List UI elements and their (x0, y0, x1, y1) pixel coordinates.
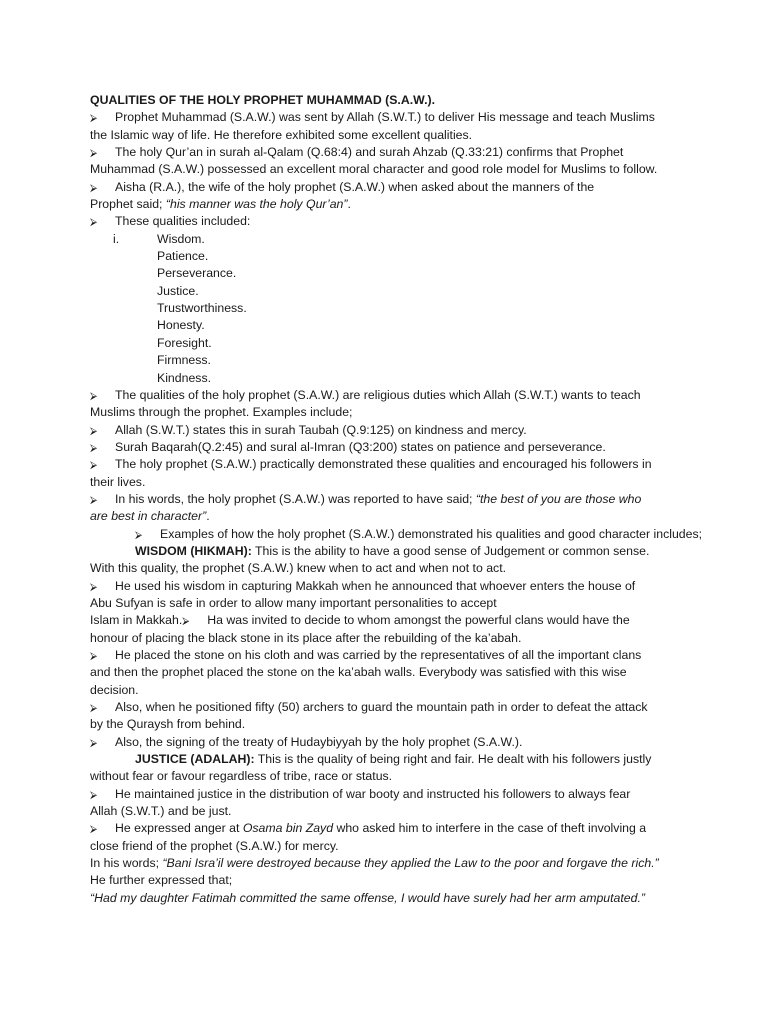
arrow-bullet-icon: ⮚ (90, 789, 98, 801)
paragraph-line: Abu Sufyan is safe in order to allow many important personalities to accept (90, 595, 497, 610)
arrow-bullet-icon: ⮚ (90, 737, 98, 749)
arrow-bullet-icon: ⮚ (90, 442, 98, 454)
paragraph-line: Prophet said; “his manner was the holy Qur’an”. (90, 197, 351, 212)
paragraph-line: by the Quraysh from behind. (90, 717, 246, 732)
arrow-bullet-icon: ⮚ (90, 217, 98, 229)
list-item: Justice. (157, 283, 199, 298)
arrow-bullet-icon: ⮚ (90, 703, 98, 715)
paragraph-line: With this quality, the prophet (S.A.W.) knew when to act and when not to act. (90, 561, 507, 576)
paragraph-line: ⮚ Also, the signing of the treaty of Hudaybiyyah by the holy prophet (S.A.W.). (90, 734, 690, 751)
arrow-bullet-icon: ⮚ (90, 148, 98, 160)
arrow-bullet-icon: ⮚ (90, 824, 98, 836)
list-item: Foresight. (157, 335, 212, 350)
quote: “Bani Isra’il were destroyed because they applied the Law to the poor and forgave the rich.” (162, 856, 659, 871)
list-item: Trustworthiness. (157, 301, 247, 316)
paragraph-line (90, 890, 690, 907)
paragraph-line: ⮚ The holy prophet (S.A.W.) practically demonstrated these qualities and encouraged his followers in (90, 456, 690, 473)
paragraph-line: honour of placing the black stone in its place after the rebuilding of the ka’abah. (90, 630, 522, 645)
paragraph-line: and then the prophet placed the stone on the ka’abah walls. Everybody was satisfied with this wise (90, 665, 627, 680)
arrow-bullet-icon: ⮚ (90, 581, 98, 593)
document-title: QUALITIES OF THE HOLY PROPHET MUHAMMAD (S.A.W.). (90, 93, 436, 107)
paragraph-line: ⮚ The qualities of the holy prophet (S.A.W.) are religious duties which Allah (S.W.T.) wants to teach (90, 387, 690, 404)
paragraph-line: ⮚ Surah Baqarah(Q.2:45) and sural al-Imran (Q3:200) states on patience and perseverance. (90, 439, 690, 456)
paragraph-line: decision. (90, 682, 139, 697)
arrow-bullet-icon: ⮚ (90, 460, 98, 472)
arrow-bullet-icon: ⮚ (90, 113, 98, 125)
paragraph-line: ⮚ The holy Qur’an in surah al-Qalam (Q.68:4) and surah Ahzab (Q.33:21) confirms that Prophet (90, 144, 690, 161)
list-item: Perseverance. (157, 266, 237, 281)
arrow-bullet-icon: ⮚ (90, 494, 98, 506)
paragraph-line: are best in character”. (90, 509, 210, 524)
paragraph-line: In his words; “Bani Isra’il were destroyed because they applied the Law to the poor and forgave the rich.” (90, 856, 659, 871)
section-justice: JUSTICE (ADALAH): This is the quality of being right and fair. He dealt with his followers justly (135, 752, 652, 767)
arrow-bullet-icon: ⮚ (182, 616, 190, 628)
paragraph-line: ⮚ He expressed anger at Osama bin Zayd who asked him to interfere in the case of theft involving a (90, 820, 690, 837)
list-item: Firmness. (157, 353, 211, 368)
paragraph-line: ⮚ He used his wisdom in capturing Makkah when he announced that whoever enters the house of (90, 578, 690, 595)
document-page (90, 92, 703, 907)
section-heading: JUSTICE (ADALAH): (135, 752, 255, 767)
arrow-bullet-icon: ⮚ (90, 425, 98, 437)
paragraph-line: ⮚ These qualities included: (90, 213, 690, 230)
person-name: Osama bin Zayd (242, 821, 334, 836)
paragraph-line: the Islamic way of life. He therefore exhibited some excellent qualities. (90, 127, 473, 142)
paragraph-line: ⮚ Examples of how the holy prophet (S.A.W.) demonstrated his qualities and good character includes; (90, 526, 690, 543)
arrow-bullet-icon: ⮚ (90, 651, 98, 662)
section-wisdom: WISDOM (HIKMAH): This is the ability to have a good sense of Judgement or common sense. (135, 543, 650, 558)
paragraph-line: their lives. (90, 474, 146, 489)
quote: “his manner was the holy Qur’an” (165, 197, 348, 212)
list-numeral: i. (113, 231, 120, 246)
list-item: Kindness. (157, 370, 212, 385)
paragraph-line: Muslims through the prophet. Examples include; (90, 405, 353, 420)
list-item: i. Wisdom. (90, 231, 690, 248)
paragraph-line: ⮚ Aisha (R.A.), the wife of the holy prophet (S.A.W.) when asked about the manners of the (90, 179, 690, 196)
list-item: Honesty. (157, 318, 205, 333)
paragraph-line: without fear or favour regardless of tribe, race or status. (90, 769, 393, 784)
arrow-bullet-icon: ⮚ (90, 182, 98, 194)
quote: are best in character” (90, 509, 207, 524)
quote: “Had my daughter Fatimah committed the same offense, I would have surely had her arm amputated.” (90, 890, 645, 905)
paragraph-line: Allah (S.W.T.) and be just. (90, 804, 232, 819)
section-heading: WISDOM (HIKMAH): (135, 543, 252, 558)
paragraph-line: He further expressed that; (90, 873, 233, 888)
paragraph-line: ⮚ Allah (S.W.T.) states this in surah Taubah (Q.9:125) on kindness and mercy. (90, 422, 690, 439)
arrow-bullet-icon: ⮚ (90, 390, 98, 402)
paragraph-line: ⮚ Prophet Muhammad (S.A.W.) was sent by Allah (S.W.T.) to deliver His message and teach Muslims (90, 109, 690, 126)
list-item: Patience. (157, 249, 209, 264)
paragraph-line: Muhammad (S.A.W.) possessed an excellent moral character and good role model for Muslims to follow. (90, 162, 658, 177)
arrow-bullet-icon: ⮚ (135, 529, 143, 541)
paragraph-line: ⮚ Also, when he positioned fifty (50) archers to guard the mountain path in order to defeat the attack (90, 699, 690, 716)
paragraph-line: ⮚ In his words, the holy prophet (S.A.W.) was reported to have said; “the best of you are those who (90, 491, 690, 508)
paragraph-line: ⮚ He placed the stone on his cloth and was carried by the representatives of all the important clans (90, 647, 690, 664)
paragraph-line: ⮚ He maintained justice in the distribution of war booty and instructed his followers to always fear (90, 786, 690, 803)
paragraph-line: close friend of the prophet (S.A.W.) for mercy. (90, 838, 339, 853)
paragraph-line: Islam in Makkah.⮚ Ha was invited to decide to whom amongst the powerful clans would have the (90, 612, 690, 629)
quote: “the best of you are those who (475, 491, 642, 506)
